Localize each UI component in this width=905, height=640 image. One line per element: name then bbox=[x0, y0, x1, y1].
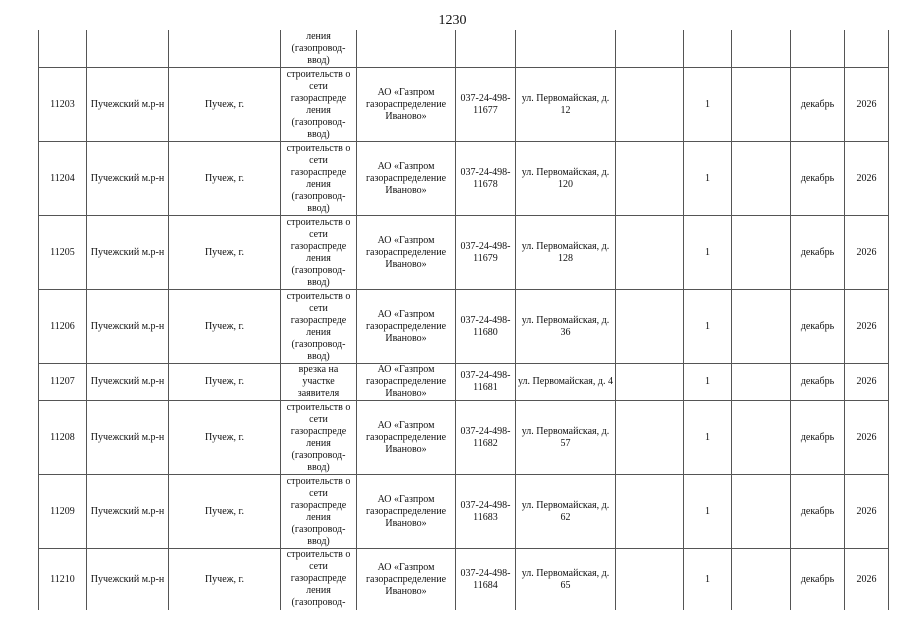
cell-district: Пучежский м.р-н bbox=[87, 216, 169, 290]
cell-city: Пучеж, г. bbox=[169, 290, 281, 364]
cell-city: Пучеж, г. bbox=[169, 364, 281, 401]
cell-district: Пучежский м.р-н bbox=[87, 475, 169, 549]
cell-id: 11209 bbox=[39, 475, 87, 549]
cell-address: ул. Первомайская, д. 120 bbox=[516, 142, 616, 216]
cell-id: 11210 bbox=[39, 549, 87, 611]
cell-count: 1 bbox=[684, 290, 732, 364]
cell-address: ул. Первомайская, д. 4 bbox=[516, 364, 616, 401]
cell-district: Пучежский м.р-н bbox=[87, 142, 169, 216]
table-row bbox=[39, 364, 889, 401]
cell-empty bbox=[169, 30, 281, 68]
cell-organization: АО «Газпром газораспределение Иваново» bbox=[357, 142, 456, 216]
cell-empty bbox=[732, 549, 791, 611]
table-row bbox=[39, 68, 889, 142]
cell-work-type: строительств о сети газораспреде ления (газопровод- ввод) bbox=[281, 290, 357, 364]
cell-id: 11208 bbox=[39, 401, 87, 475]
cell-organization: АО «Газпром газораспределение Иваново» bbox=[357, 68, 456, 142]
cell-district: Пучежский м.р-н bbox=[87, 290, 169, 364]
cell-code: 037-24-498-11678 bbox=[456, 142, 516, 216]
cell-empty bbox=[616, 549, 684, 611]
cell-work-type: строительств о сети газораспреде ления (газопровод- ввод) bbox=[281, 216, 357, 290]
cell-organization: АО «Газпром газораспределение Иваново» bbox=[357, 364, 456, 401]
cell-empty bbox=[732, 290, 791, 364]
cell-month: декабрь bbox=[791, 142, 845, 216]
page-number: 1230 bbox=[438, 13, 467, 28]
cell-empty bbox=[87, 30, 169, 68]
cell-city: Пучеж, г. bbox=[169, 401, 281, 475]
cell-count: 1 bbox=[684, 364, 732, 401]
cell-empty bbox=[616, 142, 684, 216]
cell-district: Пучежский м.р-н bbox=[87, 364, 169, 401]
cell-empty bbox=[616, 30, 684, 68]
cell-count: 1 bbox=[684, 549, 732, 611]
cell-work-type: строительств о сети газораспреде ления (газопровод- ввод) bbox=[281, 401, 357, 475]
cell-empty bbox=[616, 216, 684, 290]
cell-address: ул. Первомайская, д. 36 bbox=[516, 290, 616, 364]
cell-address: ул. Первомайская, д. 65 bbox=[516, 549, 616, 611]
cell-city: Пучеж, г. bbox=[169, 549, 281, 611]
cell-count: 1 bbox=[684, 401, 732, 475]
cell-year: 2026 bbox=[845, 290, 889, 364]
cell-id: 11203 bbox=[39, 68, 87, 142]
cell-organization: АО «Газпром газораспределение Иваново» bbox=[357, 401, 456, 475]
table-row bbox=[39, 475, 889, 549]
cell-empty bbox=[684, 30, 732, 68]
cell-work-type: строительств о сети газораспреде ления (газопровод- ввод) bbox=[281, 142, 357, 216]
cell-empty bbox=[616, 475, 684, 549]
cell-empty bbox=[456, 30, 516, 68]
cell-work-type: строительств о сети газораспреде ления (газопровод- bbox=[281, 549, 357, 611]
cell-id: 11204 bbox=[39, 142, 87, 216]
cell-organization: АО «Газпром газораспределение Иваново» bbox=[357, 290, 456, 364]
cell-count: 1 bbox=[684, 142, 732, 216]
cell-address: ул. Первомайская, д. 128 bbox=[516, 216, 616, 290]
table-row bbox=[39, 216, 889, 290]
cell-empty bbox=[516, 30, 616, 68]
cell-organization: АО «Газпром газораспределение Иваново» bbox=[357, 216, 456, 290]
cell-year: 2026 bbox=[845, 364, 889, 401]
cell-code: 037-24-498-11681 bbox=[456, 364, 516, 401]
cell-district: Пучежский м.р-н bbox=[87, 549, 169, 611]
cell-city: Пучеж, г. bbox=[169, 142, 281, 216]
table-row bbox=[39, 549, 889, 611]
cell-empty bbox=[732, 68, 791, 142]
cell-empty bbox=[732, 364, 791, 401]
cell-month: декабрь bbox=[791, 475, 845, 549]
cell-empty bbox=[616, 68, 684, 142]
cell-id: 11206 bbox=[39, 290, 87, 364]
cell-empty bbox=[732, 401, 791, 475]
cell-district: Пучежский м.р-н bbox=[87, 401, 169, 475]
cell-district: Пучежский м.р-н bbox=[87, 68, 169, 142]
cell-code: 037-24-498-11677 bbox=[456, 68, 516, 142]
cell-empty bbox=[616, 401, 684, 475]
cell-work-type: ления (газопровод- ввод) bbox=[281, 30, 357, 68]
cell-empty bbox=[732, 475, 791, 549]
cell-work-type: врезка на участке заявителя bbox=[281, 364, 357, 401]
cell-city: Пучеж, г. bbox=[169, 475, 281, 549]
cell-empty bbox=[39, 30, 87, 68]
table-row bbox=[39, 401, 889, 475]
cell-month: декабрь bbox=[791, 549, 845, 611]
cell-code: 037-24-498-11680 bbox=[456, 290, 516, 364]
cell-year: 2026 bbox=[845, 216, 889, 290]
cell-count: 1 bbox=[684, 68, 732, 142]
table-row bbox=[39, 290, 889, 364]
cell-empty bbox=[791, 30, 845, 68]
cell-work-type: строительств о сети газораспреде ления (газопровод- ввод) bbox=[281, 68, 357, 142]
cell-empty bbox=[845, 30, 889, 68]
cell-work-type: строительств о сети газораспреде ления (газопровод- ввод) bbox=[281, 475, 357, 549]
cell-empty bbox=[616, 290, 684, 364]
cell-month: декабрь bbox=[791, 216, 845, 290]
cell-city: Пучеж, г. bbox=[169, 68, 281, 142]
cell-code: 037-24-498-11679 bbox=[456, 216, 516, 290]
cell-code: 037-24-498-11683 bbox=[456, 475, 516, 549]
cell-empty bbox=[732, 216, 791, 290]
cell-code: 037-24-498-11684 bbox=[456, 549, 516, 611]
cell-year: 2026 bbox=[845, 142, 889, 216]
cell-empty bbox=[732, 30, 791, 68]
cell-year: 2026 bbox=[845, 475, 889, 549]
cell-count: 1 bbox=[684, 475, 732, 549]
cell-year: 2026 bbox=[845, 549, 889, 611]
cell-year: 2026 bbox=[845, 401, 889, 475]
cell-year: 2026 bbox=[845, 68, 889, 142]
cell-empty bbox=[732, 142, 791, 216]
cell-id: 11205 bbox=[39, 216, 87, 290]
cell-empty bbox=[616, 364, 684, 401]
table-body bbox=[39, 30, 889, 610]
cell-id: 11207 bbox=[39, 364, 87, 401]
data-table bbox=[38, 30, 889, 610]
cell-month: декабрь bbox=[791, 68, 845, 142]
cell-organization: АО «Газпром газораспределение Иваново» bbox=[357, 549, 456, 611]
cell-empty bbox=[357, 30, 456, 68]
cell-address: ул. Первомайская, д. 12 bbox=[516, 68, 616, 142]
cell-month: декабрь bbox=[791, 401, 845, 475]
table-row bbox=[39, 142, 889, 216]
cell-address: ул. Первомайская, д. 57 bbox=[516, 401, 616, 475]
cell-code: 037-24-498-11682 bbox=[456, 401, 516, 475]
cell-month: декабрь bbox=[791, 364, 845, 401]
cell-city: Пучеж, г. bbox=[169, 216, 281, 290]
cell-count: 1 bbox=[684, 216, 732, 290]
cell-organization: АО «Газпром газораспределение Иваново» bbox=[357, 475, 456, 549]
table-row-continuation bbox=[39, 30, 889, 68]
cell-month: декабрь bbox=[791, 290, 845, 364]
cell-address: ул. Первомайская, д. 62 bbox=[516, 475, 616, 549]
